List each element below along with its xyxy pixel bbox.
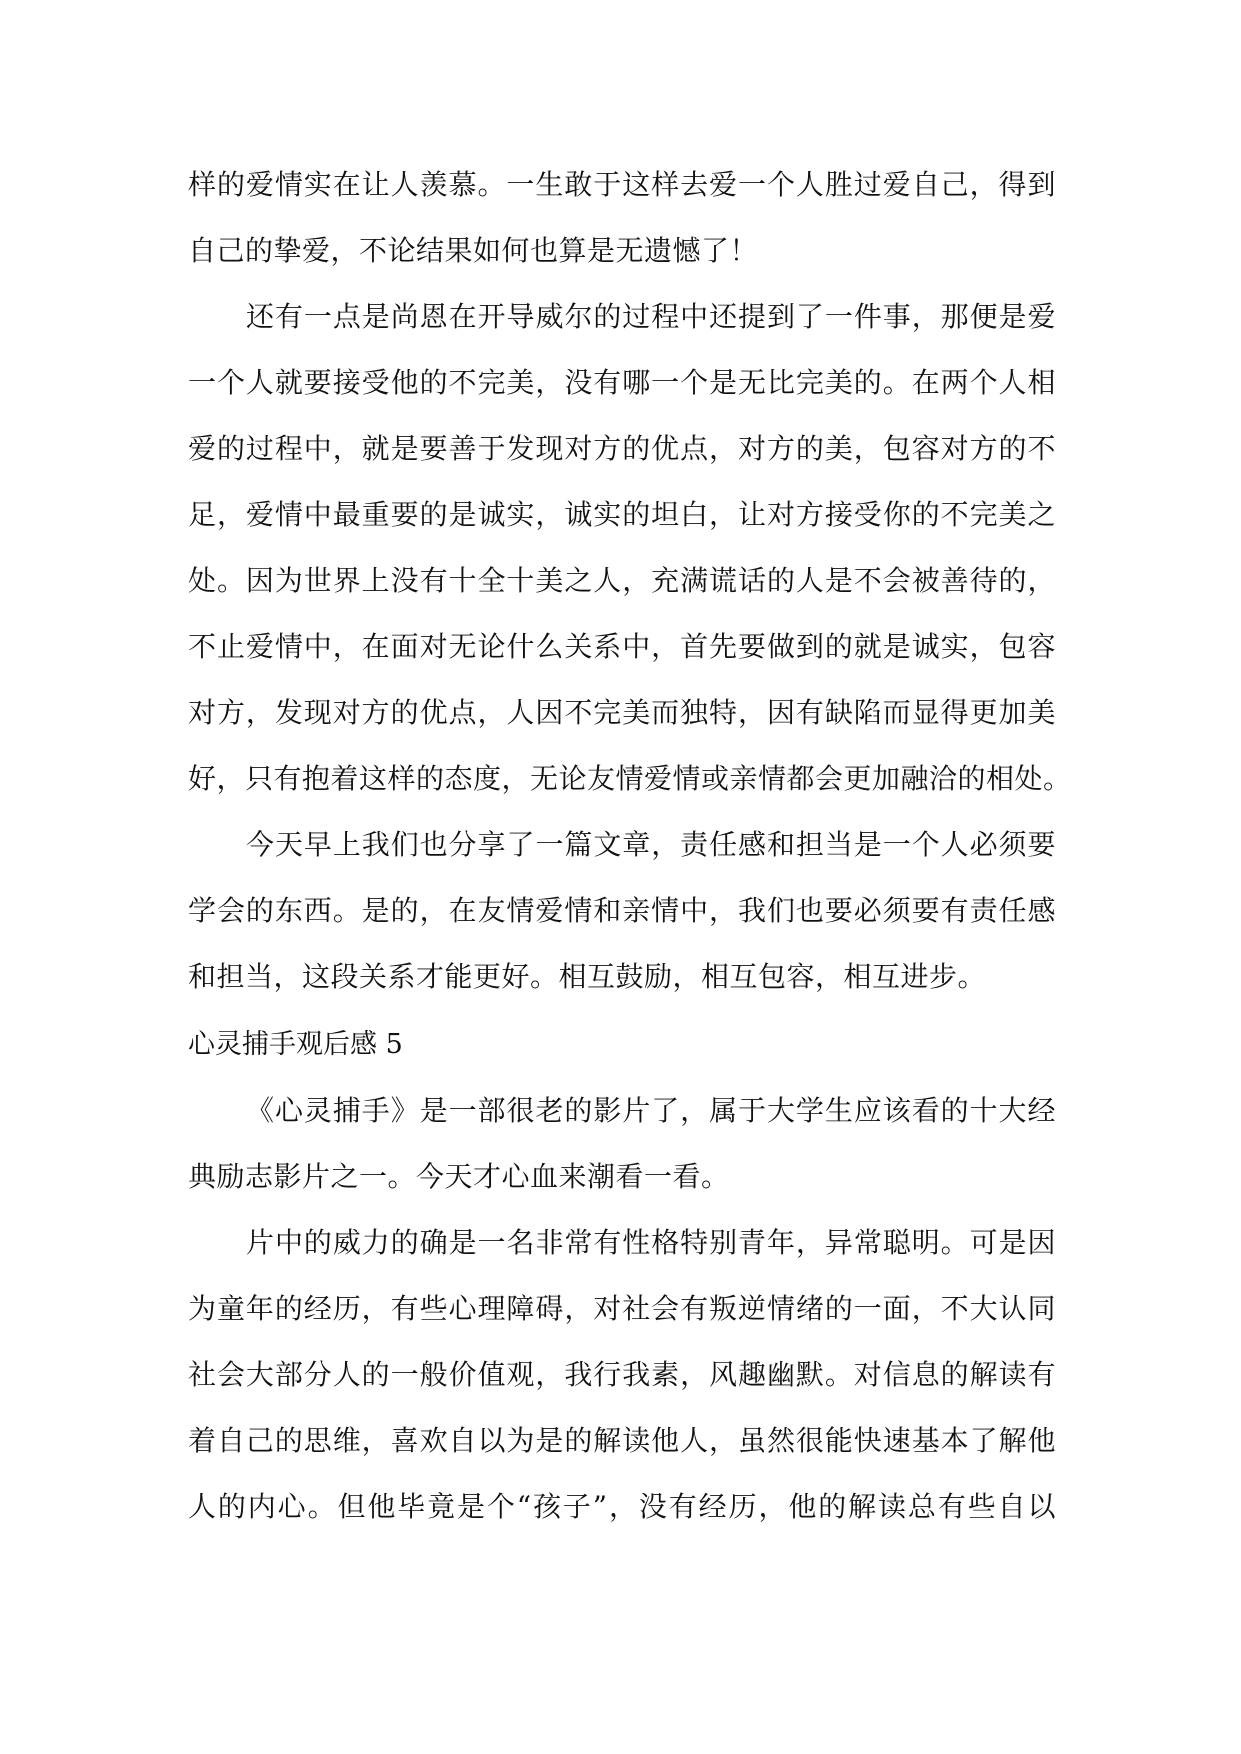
- paragraph-line: 一个人就要接受他的不完美，没有哪一个是无比完美的。在两个人相: [188, 366, 1056, 399]
- paragraph-line: 足，爱情中最重要的是诚实，诚实的坦白，让对方接受你的不完美之: [188, 498, 1056, 531]
- section-heading: 心灵捕手观后感 5: [188, 1029, 403, 1060]
- paragraph-line: 学会的东西。是的，在友情爱情和亲情中，我们也要必须要有责任感: [188, 894, 1056, 927]
- paragraph-line: 人的内心。但他毕竟是个“孩子”，没有经历，他的解读总有些自以: [188, 1490, 1056, 1523]
- paragraph-line: 处。因为世界上没有十全十美之人，充满谎话的人是不会被善待的，: [188, 564, 1056, 597]
- paragraph-line: 《心灵捕手》是一部很老的影片了，属于大学生应该看的十大经: [246, 1094, 1056, 1127]
- section-1-body: [188, 152, 1072, 1010]
- paragraph-line: 为童年的经历，有些心理障碍，对社会有叛逆情绪的一面，不大认同: [188, 1292, 1056, 1325]
- paragraph-line: 典励志影片之一。今天才心血来潮看一看。: [188, 1160, 730, 1193]
- paragraph-line: 自己的挚爱，不论结果如何也算是无遗憾了！: [188, 234, 759, 267]
- paragraph-line: 好，只有抱着这样的态度，无论友情爱情或亲情都会更加融洽的相处。: [188, 762, 1072, 795]
- paragraph-line: 对方，发现对方的优点，人因不完美而独特，因有缺陷而显得更加美: [188, 696, 1056, 729]
- paragraph-line: 片中的威力的确是一名非常有性格特别青年，异常聪明。可是因: [246, 1226, 1056, 1259]
- paragraph-line: 社会大部分人的一般价值观，我行我素，风趣幽默。对信息的解读有: [188, 1358, 1056, 1391]
- paragraph-line: 和担当，这段关系才能更好。相互鼓励，相互包容，相互进步。: [188, 960, 987, 993]
- section-2-body: [188, 1078, 1056, 1540]
- paragraph-line: 着自己的思维，喜欢自以为是的解读他人，虽然很能快速基本了解他: [188, 1424, 1056, 1457]
- paragraph-line: 今天早上我们也分享了一篇文章，责任感和担当是一个人必须要: [246, 828, 1056, 861]
- paragraph-line: 样的爱情实在让人羡慕。一生敢于这样去爱一个人胜过爱自己，得到: [188, 168, 1056, 201]
- paragraph-line: 还有一点是尚恩在开导威尔的过程中还提到了一件事，那便是爱: [246, 300, 1056, 333]
- paragraph-line: 爱的过程中，就是要善于发现对方的优点，对方的美，包容对方的不: [188, 432, 1056, 465]
- paragraph-line: 不止爱情中，在面对无论什么关系中，首先要做到的就是诚实，包容: [188, 630, 1056, 663]
